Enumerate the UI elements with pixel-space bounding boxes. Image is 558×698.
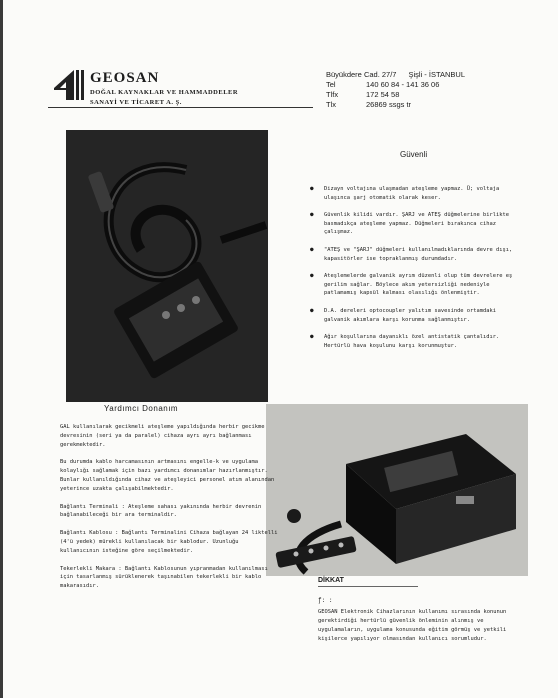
safety-title: Güvenli [400, 150, 428, 159]
company-logo [52, 68, 86, 102]
warning-divider [318, 586, 418, 587]
device-case-photo [266, 404, 528, 576]
safety-item: ● Dizayn voltajına ulaşmadan ateşleme yapmaz. Ü; voltaja ulaşınca şarj otomatik olarak keser. [310, 185, 525, 202]
tlfx-value: 172 54 58 [366, 90, 400, 99]
company-name: GEOSAN [90, 70, 160, 86]
paragraph: GAL kullanılarak gecikmeli ateşleme yapıldığında herbir gecikme devresinin (seri ya da paralel) cihaza ayrı ayrı bağlanması gerekmektedir. [60, 424, 265, 448]
photo-caption: Yardımcı Donanım [104, 404, 179, 413]
safety-item: ● Ağır koşullarına dayanıklı özel antistatik çantalıdır. Hertürlü hava koşulunu karşı korunmuştur. [310, 333, 525, 350]
auxiliary-equipment-description [60, 423, 278, 600]
safety-item: ● Ateşlemelerde galvanik ayrım düzenli olup tüm devrelere eş gerilim sağlar. Böylece akım yetersizliği nedeniyle patlamamış kapsül kalması olasılığı önlenmiştir. [310, 272, 525, 298]
warning-mark: ƒ: : [318, 597, 333, 604]
warning-text: GEOSAN Elektronik Cihazlarının kullanımı sırasında konunun gerektirdiği hertürlü güvenlik önleminin alınmış ve uygulamaların, uygulama konusunda eğitim görmüş ve yetkili kişilerce yapılıyor olmasından kullanıcı sorumludur. [318, 609, 507, 642]
paragraph: Bağlantı Terminali : Ateşleme sahası yakınında herbir devrenin bağlanabileceği bir ara terminaldir. [60, 503, 262, 519]
tlfx-row [326, 90, 465, 100]
company-subtitle-line-1: DOĞAL KAYNAKLAR VE HAMMADDELER [90, 89, 239, 96]
tlfx-label: Tlfx [326, 90, 339, 99]
safety-item: ● "ATEŞ ve "ŞARJ" düğmeleri kullanılmadıklarında devre dışı, kapasitörler ise topraklanmış durumdadır. [310, 246, 525, 263]
paragraph: Bağlantı Kablosu : Bağlantı Terminalini Cihaza bağlayan 24 liktelli (4'ü yedek) mürekli kullanılacak bir kablodur. Uzunluğu kullanıcının isteğine göre seçilmektedir. [60, 530, 278, 554]
paragraph: Tekerlekli Makara : Bağlantı Kablosunun yıpranmadan kullanılması için tasarlanmış sürüklenerek taşınabilen tekerlekli bir kablo makarasıdır. [60, 565, 268, 590]
header-divider [48, 107, 313, 108]
tel-row [326, 80, 465, 90]
company-subtitle [90, 88, 290, 108]
auxiliary-equipment-photo [66, 130, 268, 402]
safety-item: ● D.A. dereleri optocoupler yalıtım savesinde ortamdaki galvanik akımlara karşı korunma sağlanmıştır. [310, 307, 525, 324]
safety-item: ● Güvenlik kilidi vardır. ŞARJ ve ATEŞ düğmelerine birlikte basmadıkça ateşleme yapmaz. Düğmeleri bırakınca cihaz çalışmaz. [310, 211, 525, 237]
address-street: Büyükdere Cad. 27/7 [326, 70, 397, 79]
address-row [326, 70, 465, 80]
paragraph: Bu durumda kablo harcamasının artmasını engelle-k ve uygulama kolaylığı sağlamak için bazı yardımcı donanımlar hazırlanmıştır. Bunlar kullanıldığında cihaz ve ateşleyici personel atım alanından yeterince uzakta çalışabilmektedir. [60, 459, 275, 492]
scan-edge [0, 0, 3, 698]
address-city: Şişli - İSTANBUL [408, 70, 466, 79]
tlx-value: 26869 ssgs tr [366, 100, 412, 109]
tlx-row [326, 100, 465, 110]
safety-features-list [310, 185, 525, 359]
tlx-label: Tlx [326, 100, 336, 109]
warning-title: DİKKAT [318, 577, 344, 584]
contact-block [326, 70, 465, 110]
tel-value: 140 60 84 - 141 36 06 [366, 80, 440, 89]
company-subtitle-line-2: SANAYİ VE TİCARET A. Ş. [90, 99, 182, 106]
tel-label: Tel [326, 80, 336, 89]
